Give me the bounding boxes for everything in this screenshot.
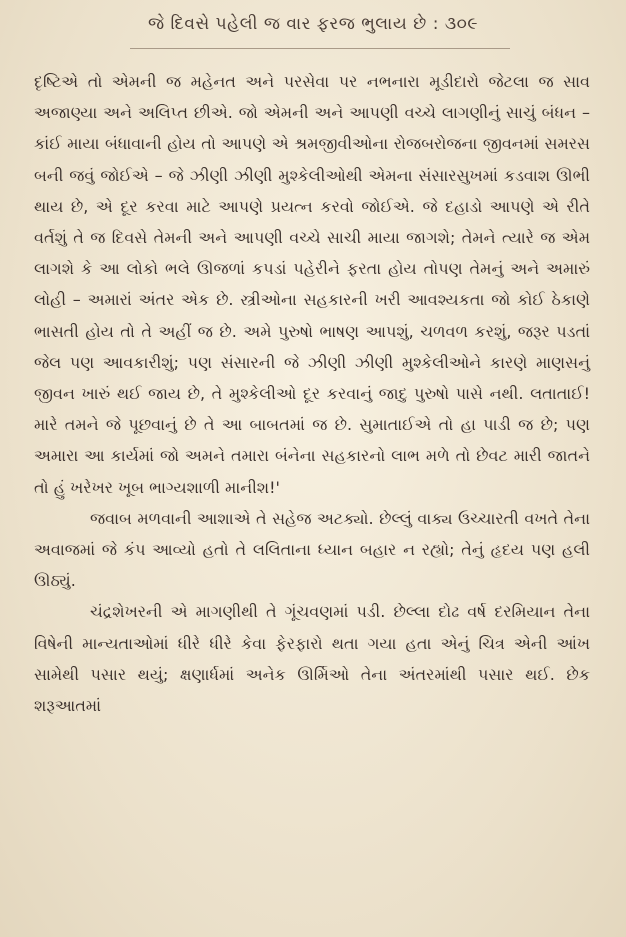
paragraph-3: ચંદ્રશેખરની એ માગણીથી તે ગૂંચવણમાં પડી. છેલ્લા દોઢ વર્ષ દરમિયાન તેના વિષેની માન્યતાઓમાં ધીરે ધીરે કેવા ફેરફારો થતા ગયા હતા એનું ચિત્ર એની આંખ સામેથી પસાર થયું; ક્ષણાર્ધમાં અનેક ઊર્મિઓ તેના અંતરમાંથી પસાર થઈ. છેક શરૂઆતમાં <box>34 602 590 716</box>
paragraph-2: જવાબ મળવાની આશાએ તે સહેજ અટક્યો. છેલ્લું વાક્ય ઉચ્ચારતી વખતે તેના અવાજમાં જે કંપ આવ્યો હતો તે લલિતાના ધ્યાન બહાર ન રહ્યો; તેનું હૃદય પણ હલી ઊઠ્યું. <box>34 508 590 591</box>
body-text <box>34 66 590 721</box>
paragraph-1: દૃષ્ટિએ તો એમની જ મહેનત અને પરસેવા પર નભનારા મૂડીદારો જેટલા જ સાવ અજાણ્યા અને અલિપ્ત છીએ. જો એમની અને આપણી વચ્ચે લાગણીનું સાચું બંધન – કાંઈ માયા બંધાવાની હોય તો આપણે એ શ્રમજીવીઓના રોજબરોજના જીવનમાં સમરસ બની જવું જોઈએ – જે ઝીણી ઝીણી મુશ્કેલીઓથી એમના સંસારસુખમાં કડવાશ ઊભી થાય છે, એ દૂર કરવા માટે આપણે પ્રયત્ન કરવો જોઈએ. જે દહાડો આપણે એ રીતે વર્તશું તે જ દિવસે તેમની અને આપણી વચ્ચે સાચી માયા જાગશે; તેમને ત્યારે જ એમ લાગશે કે આ લોકો ભલે ઊજળાં કપડાં પહેરીને ફરતા હોય તોપણ તેમનું અને અમારું લોહી – અમારાં અંતર એક છે. સ્ત્રીઓના સહકારની ખરી આવશ્યકતા જો કોઈ ઠેકાણે ભાસતી હોય તો તે અહીં જ છે. અમે પુરુષો ભાષણ આપશું, ચળવળ કરશું, જરૂર પડતાં જેલ પણ આવકારીશું; પણ સંસારની જે ઝીણી ઝીણી મુશ્કેલીઓને કારણે માણસનું જીવન ખારું થઈ જાય છે, તે મુશ્કેલીઓ દૂર કરવાનું જાદુ પુરુષો પાસે નથી. લતાતાઈ! મારે તમને જે પૂછવાનું છે તે આ બાબતમાં જ છે. સુમાતાઈએ તો હા પાડી જ છે; પણ અમારા આ કાર્યમાં જો અમને તમારા બંનેના સહકારનો લાભ મળે તો છેવટ મારી જાતને તો હું ખરેખર ખૂબ ભાગ્યશાળી માનીશ!' <box>34 72 590 497</box>
running-header: જે દિવસે પહેલી જ વાર ફરજ ભુલાય છે : ૩૦૯ <box>148 14 478 34</box>
header-divider <box>130 48 510 49</box>
